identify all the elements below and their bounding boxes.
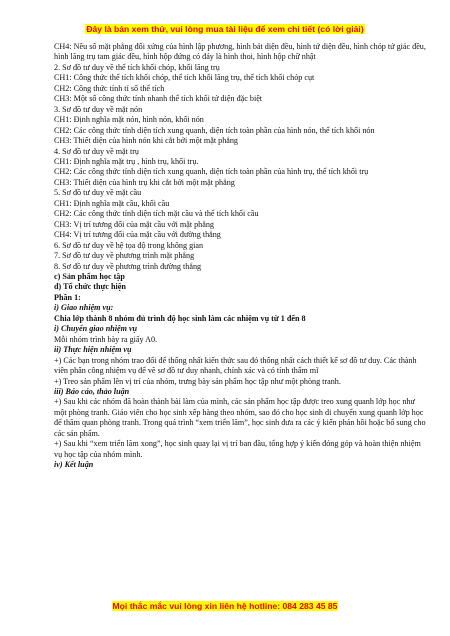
paragraph-line: CH4: Nêu số mặt phẳng đối xứng của hình lập phương, hình bát diện đều, hình tứ diện đều, hình chóp tứ giác đều, hình lăng trụ tam giác đều, hình hộp đứng có đáy là hình thoi, hình hộp chữ nhật: [54, 42, 426, 62]
paragraph-line: CH2: Các công thức tính diện tích xung quanh, diện tích toàn phần của hình trụ, thể tích khối trụ: [54, 167, 369, 177]
section-heading: d) Tổ chức thực hiện: [54, 282, 126, 292]
preview-notice-text: Đây là bản xem thử, vui lòng mua tài liệu để xem chi tiết (có lời giải): [86, 24, 364, 34]
section-heading: ii) Thực hiện nhiệm vụ: [54, 345, 132, 355]
paragraph-line: CH1: Định nghĩa mặt trụ , hình trụ, khối trụ.: [54, 156, 199, 166]
paragraph-line: CH1: Công thức thể tích khối chóp, thể tích khối lăng trụ, thể tích khối chóp cụt: [54, 73, 315, 83]
paragraph-line: CH3: Thiết diện của hình nón khi cắt bởi một mặt phẳng: [54, 136, 238, 146]
paragraph-line: CH1: Định nghĩa mặt nón, hình nón, khối nón: [54, 115, 204, 125]
paragraph-line: 6. Sơ đồ tư duy về hệ tọa độ trong không gian: [54, 240, 204, 250]
paragraph-line: +) Treo sản phẩm lên vị trí của nhóm, trưng bày sản phẩm học tập như một phòng tranh.: [54, 376, 341, 386]
section-heading: c) Sản phẩm học tập: [54, 271, 125, 281]
section-heading: iii) Báo cáo, thảo luận: [54, 386, 130, 396]
paragraph-line: CH1: Định nghĩa mặt cầu, khối cầu: [54, 198, 170, 208]
paragraph-line: CH3: Một số công thức tính nhanh thể tích khối tứ diện đặc biệt: [54, 94, 263, 104]
section-heading: Chia lớp thành 8 nhóm đủ trình độ học sinh làm các nhiệm vụ từ 1 đến 8: [54, 313, 306, 323]
section-heading: i) Chuyển giao nhiệm vụ: [54, 324, 138, 334]
paragraph-line: CH2: Các công thức tính diện tích xung quanh, diện tích toàn phần của hình nón, thể tích khối nón: [54, 125, 375, 135]
paragraph-line: 7. Sơ đồ tư duy về phương trình mặt phẳng: [54, 251, 195, 261]
paragraph-line: CH2: Công thức tính tỉ số thể tích: [54, 83, 165, 93]
paragraph-line: +) Các bạn trong nhóm trao đổi để thống nhất kiến thức sau đó thống nhất cách thiết kế sơ đồ tư duy. Các thành viên phân công nhiệm vụ để vẽ sơ đồ tư duy nhanh, chính xác và có tính thẩm mĩ: [54, 355, 417, 376]
paragraph-line: +) Sau khi “xem triển lãm xong”, học sinh quay lại vị trí ban đầu, tổng hợp ý kiến đóng góp và hoàn thiện nhiệm vụ học tập của nhóm mình.: [54, 439, 421, 459]
hotline-text: Mọi thắc mắc vui lòng xin liên hệ hotline: 084 283 45 85: [112, 601, 338, 611]
section-heading: Phần 1:: [54, 292, 81, 302]
paragraph-line: Mỗi nhóm trình bày ra giấy A0.: [54, 334, 158, 344]
paragraph-line: CH4: Vị trí tương đối của mặt cầu với đường thẳng: [54, 230, 221, 240]
section-heading: iv) Kết luận: [54, 460, 94, 470]
hotline-banner: [0, 601, 450, 611]
paragraph-line: 2. Sơ đồ tư duy về thể tích khối chóp, khối lăng trụ: [54, 62, 220, 72]
preview-notice-banner: [0, 24, 450, 34]
paragraph-line: 3. Sơ đồ tư duy về mặt nón: [54, 104, 143, 114]
paragraph-line: 5. Sơ đồ tư duy về mặt cầu: [54, 188, 142, 198]
paragraph-line: 4. Sơ đồ tư duy về mặt trụ: [54, 146, 139, 156]
paragraph-line: CH2: Các công thức tính diện tích mặt cầu và thể tích khối cầu: [54, 209, 259, 219]
paragraph-line: 8. Sơ đồ tư duy về phương trình đường thẳng: [54, 261, 202, 271]
paragraph-line: CH3: Thiết diện của hình trụ khi cắt bởi một mặt phẳng: [54, 177, 235, 187]
paragraph-line: CH3: Vị trí tương đối của mặt cầu với mặt phẳng: [54, 219, 214, 229]
paragraph-line: +) Sau khi các nhóm đã hoàn thành bài làm của mình, các sản phẩm học tập được treo xung quanh lớp học như một phòng tranh. Giáo viên cho học sinh xếp hàng theo nhóm, sao đó cho học sinh di chuyển xung quanh lớp học để thăm quan phòng tranh. Trong quá trình “xem triển lãm”, học sinh đưa ra các ý kiến phản hồi hoặc bổ sung cho các sản phẩm.: [54, 397, 426, 438]
section-heading: i) Giao nhiệm vụ:: [54, 303, 114, 313]
document-body: [54, 42, 429, 471]
